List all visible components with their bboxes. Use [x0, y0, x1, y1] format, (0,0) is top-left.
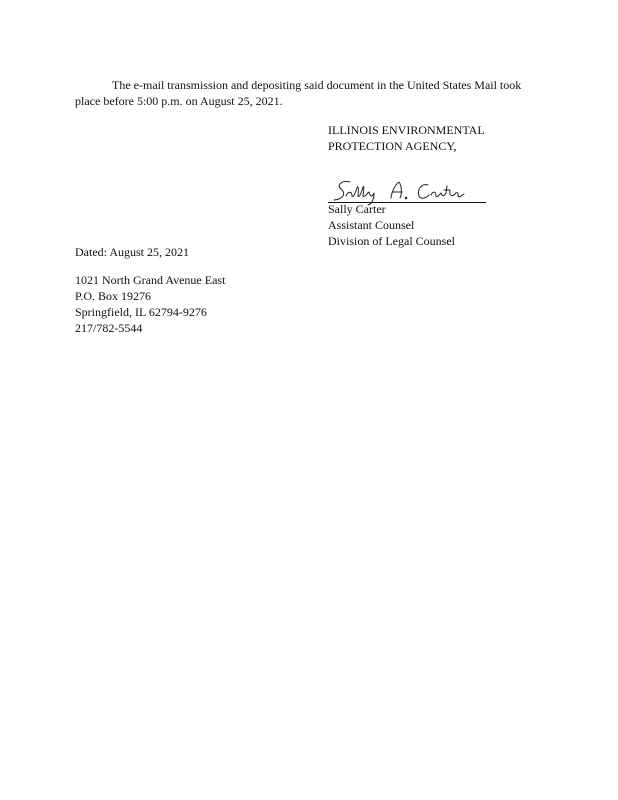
signer-block [328, 201, 588, 249]
address-street: 1021 North Grand Avenue East [75, 273, 226, 287]
certification-text: The e-mail transmission and depositing said document in the United States Mail took place before 5:00 p.m. on August 25, 2021. [75, 78, 522, 108]
signer-title: Assistant Counsel [328, 218, 415, 232]
address-block [75, 272, 225, 336]
dated-line: Dated: August 25, 2021 [75, 245, 189, 259]
signer-division: Division of Legal Counsel [328, 234, 455, 248]
certification-paragraph [75, 77, 545, 109]
agency-name-line1: ILLINOIS ENVIRONMENTAL [328, 123, 485, 137]
address-city: Springfield, IL 62794-9276 [75, 305, 207, 319]
agency-block [328, 122, 588, 154]
signer-name: Sally Carter [328, 202, 386, 216]
agency-name-line2: PROTECTION AGENCY, [328, 139, 457, 153]
address-phone: 217/782-5544 [75, 321, 143, 335]
address-po-box: P.O. Box 19276 [75, 289, 152, 303]
